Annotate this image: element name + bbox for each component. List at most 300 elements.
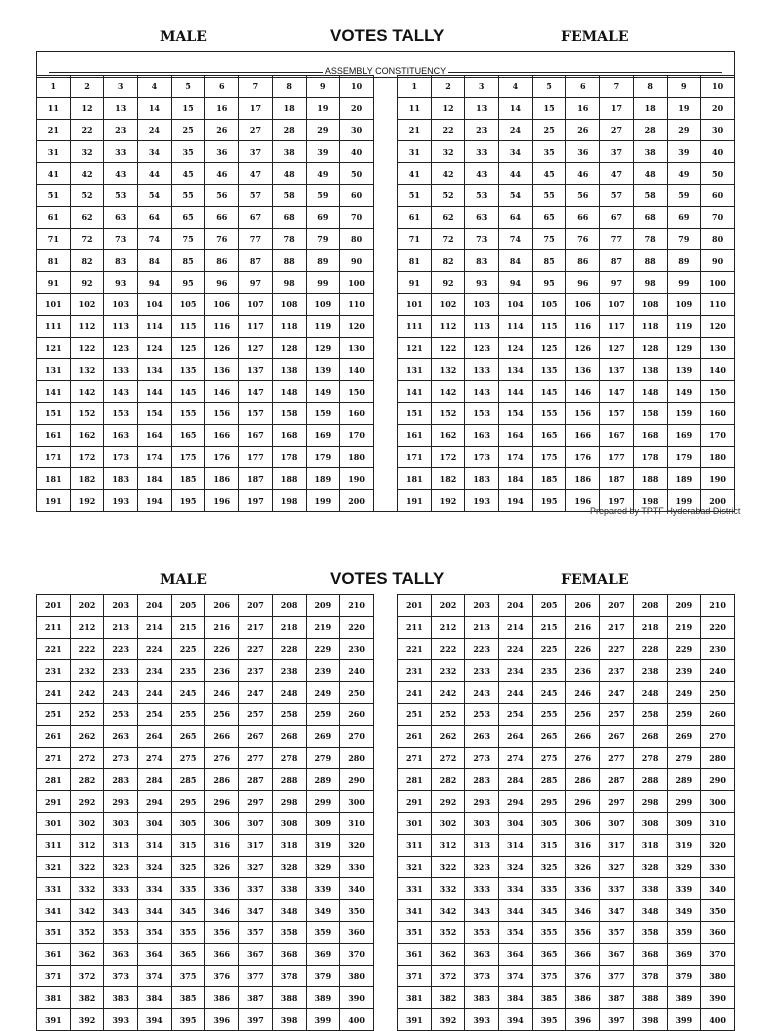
tally-number-cell[interactable]: 353 — [104, 921, 138, 943]
tally-number-cell[interactable]: 245 — [171, 682, 205, 704]
tally-number-cell[interactable]: 343 — [104, 900, 138, 922]
tally-number-cell[interactable]: 293 — [465, 791, 499, 813]
tally-number-cell[interactable]: 12 — [431, 97, 465, 119]
tally-number-cell[interactable]: 130 — [340, 337, 374, 359]
tally-number-cell[interactable]: 305 — [532, 812, 566, 834]
tally-number-cell[interactable]: 352 — [70, 921, 104, 943]
tally-number-cell[interactable]: 55 — [171, 184, 205, 206]
tally-number-cell[interactable]: 156 — [566, 402, 600, 424]
tally-number-cell[interactable]: 268 — [272, 725, 306, 747]
tally-number-cell[interactable]: 30 — [340, 119, 374, 141]
tally-number-cell[interactable]: 324 — [138, 856, 172, 878]
tally-number-cell[interactable]: 81 — [37, 250, 71, 272]
tally-number-cell[interactable]: 234 — [138, 660, 172, 682]
tally-number-cell[interactable]: 215 — [532, 616, 566, 638]
tally-number-cell[interactable]: 35 — [532, 141, 566, 163]
tally-number-cell[interactable]: 232 — [70, 660, 104, 682]
tally-number-cell[interactable]: 240 — [340, 660, 374, 682]
tally-number-cell[interactable]: 208 — [633, 595, 667, 617]
tally-number-cell[interactable]: 104 — [138, 293, 172, 315]
tally-number-cell[interactable]: 209 — [306, 595, 340, 617]
tally-number-cell[interactable]: 278 — [272, 747, 306, 769]
tally-number-cell[interactable]: 373 — [465, 965, 499, 987]
tally-number-cell[interactable]: 106 — [566, 293, 600, 315]
tally-number-cell[interactable]: 214 — [499, 616, 533, 638]
tally-number-cell[interactable]: 390 — [340, 987, 374, 1009]
tally-number-cell[interactable]: 385 — [532, 987, 566, 1009]
tally-number-cell[interactable]: 25 — [171, 119, 205, 141]
tally-number-cell[interactable]: 263 — [104, 725, 138, 747]
tally-number-cell[interactable]: 60 — [701, 184, 735, 206]
tally-number-cell[interactable]: 132 — [70, 359, 104, 381]
tally-number-cell[interactable]: 336 — [566, 878, 600, 900]
tally-number-cell[interactable]: 233 — [104, 660, 138, 682]
tally-number-cell[interactable]: 3 — [104, 76, 138, 98]
tally-number-cell[interactable]: 394 — [499, 1009, 533, 1031]
tally-number-cell[interactable]: 308 — [633, 812, 667, 834]
tally-number-cell[interactable]: 350 — [701, 900, 735, 922]
tally-number-cell[interactable]: 186 — [205, 468, 239, 490]
tally-number-cell[interactable]: 41 — [37, 163, 71, 185]
tally-number-cell[interactable]: 167 — [239, 424, 273, 446]
tally-number-cell[interactable]: 384 — [499, 987, 533, 1009]
tally-number-cell[interactable]: 144 — [138, 381, 172, 403]
tally-number-cell[interactable]: 209 — [667, 595, 701, 617]
tally-number-cell[interactable]: 264 — [499, 725, 533, 747]
tally-number-cell[interactable]: 319 — [306, 834, 340, 856]
tally-number-cell[interactable]: 299 — [306, 791, 340, 813]
tally-number-cell[interactable]: 256 — [566, 703, 600, 725]
tally-number-cell[interactable]: 217 — [239, 616, 273, 638]
tally-number-cell[interactable]: 298 — [633, 791, 667, 813]
tally-number-cell[interactable]: 199 — [667, 490, 701, 512]
tally-number-cell[interactable]: 84 — [138, 250, 172, 272]
tally-number-cell[interactable]: 285 — [171, 769, 205, 791]
tally-number-cell[interactable]: 70 — [701, 206, 735, 228]
tally-number-cell[interactable]: 206 — [566, 595, 600, 617]
tally-number-cell[interactable]: 113 — [104, 315, 138, 337]
tally-number-cell[interactable]: 141 — [37, 381, 71, 403]
tally-number-cell[interactable]: 33 — [104, 141, 138, 163]
tally-number-cell[interactable]: 70 — [340, 206, 374, 228]
tally-number-cell[interactable]: 105 — [171, 293, 205, 315]
tally-number-cell[interactable]: 367 — [600, 943, 634, 965]
tally-number-cell[interactable]: 2 — [70, 76, 104, 98]
tally-number-cell[interactable]: 193 — [465, 490, 499, 512]
tally-number-cell[interactable]: 357 — [600, 921, 634, 943]
tally-number-cell[interactable]: 31 — [398, 141, 432, 163]
tally-number-cell[interactable]: 338 — [633, 878, 667, 900]
tally-number-cell[interactable]: 145 — [171, 381, 205, 403]
tally-number-cell[interactable]: 304 — [499, 812, 533, 834]
tally-number-cell[interactable]: 326 — [566, 856, 600, 878]
tally-number-cell[interactable]: 157 — [239, 402, 273, 424]
tally-number-cell[interactable]: 227 — [239, 638, 273, 660]
tally-number-cell[interactable]: 205 — [532, 595, 566, 617]
tally-number-cell[interactable]: 272 — [431, 747, 465, 769]
tally-number-cell[interactable]: 244 — [499, 682, 533, 704]
tally-number-cell[interactable]: 258 — [633, 703, 667, 725]
tally-number-cell[interactable]: 218 — [272, 616, 306, 638]
tally-number-cell[interactable]: 45 — [171, 163, 205, 185]
tally-number-cell[interactable]: 10 — [701, 76, 735, 98]
tally-number-cell[interactable]: 366 — [566, 943, 600, 965]
tally-number-cell[interactable]: 166 — [205, 424, 239, 446]
tally-number-cell[interactable]: 85 — [171, 250, 205, 272]
tally-number-cell[interactable]: 356 — [566, 921, 600, 943]
tally-number-cell[interactable]: 131 — [37, 359, 71, 381]
tally-number-cell[interactable]: 191 — [37, 490, 71, 512]
tally-number-cell[interactable]: 187 — [600, 468, 634, 490]
tally-number-cell[interactable]: 245 — [532, 682, 566, 704]
tally-number-cell[interactable]: 340 — [701, 878, 735, 900]
tally-number-cell[interactable]: 181 — [37, 468, 71, 490]
tally-number-cell[interactable]: 157 — [600, 402, 634, 424]
tally-number-cell[interactable]: 296 — [205, 791, 239, 813]
tally-number-cell[interactable]: 75 — [532, 228, 566, 250]
tally-number-cell[interactable]: 399 — [306, 1009, 340, 1031]
tally-number-cell[interactable]: 59 — [667, 184, 701, 206]
tally-number-cell[interactable]: 88 — [272, 250, 306, 272]
tally-number-cell[interactable]: 159 — [667, 402, 701, 424]
tally-number-cell[interactable]: 102 — [431, 293, 465, 315]
tally-number-cell[interactable]: 267 — [600, 725, 634, 747]
tally-number-cell[interactable]: 301 — [398, 812, 432, 834]
tally-number-cell[interactable]: 377 — [239, 965, 273, 987]
tally-number-cell[interactable]: 26 — [205, 119, 239, 141]
tally-number-cell[interactable]: 334 — [499, 878, 533, 900]
tally-number-cell[interactable]: 141 — [398, 381, 432, 403]
tally-number-cell[interactable]: 37 — [600, 141, 634, 163]
tally-number-cell[interactable]: 358 — [272, 921, 306, 943]
tally-number-cell[interactable]: 171 — [37, 446, 71, 468]
tally-number-cell[interactable]: 229 — [667, 638, 701, 660]
tally-number-cell[interactable]: 249 — [667, 682, 701, 704]
tally-number-cell[interactable]: 49 — [306, 163, 340, 185]
tally-number-cell[interactable]: 372 — [431, 965, 465, 987]
tally-number-cell[interactable]: 200 — [340, 490, 374, 512]
tally-number-cell[interactable]: 184 — [499, 468, 533, 490]
tally-number-cell[interactable]: 58 — [633, 184, 667, 206]
tally-number-cell[interactable]: 50 — [701, 163, 735, 185]
tally-number-cell[interactable]: 45 — [532, 163, 566, 185]
tally-number-cell[interactable]: 20 — [340, 97, 374, 119]
tally-number-cell[interactable]: 255 — [171, 703, 205, 725]
tally-number-cell[interactable]: 168 — [272, 424, 306, 446]
tally-number-cell[interactable]: 316 — [566, 834, 600, 856]
tally-number-cell[interactable]: 195 — [532, 490, 566, 512]
tally-number-cell[interactable]: 90 — [340, 250, 374, 272]
tally-number-cell[interactable]: 144 — [499, 381, 533, 403]
tally-number-cell[interactable]: 196 — [566, 490, 600, 512]
tally-number-cell[interactable]: 8 — [633, 76, 667, 98]
tally-number-cell[interactable]: 326 — [205, 856, 239, 878]
tally-number-cell[interactable]: 62 — [70, 206, 104, 228]
tally-number-cell[interactable]: 158 — [272, 402, 306, 424]
tally-number-cell[interactable]: 51 — [398, 184, 432, 206]
tally-number-cell[interactable]: 71 — [37, 228, 71, 250]
tally-number-cell[interactable]: 357 — [239, 921, 273, 943]
tally-number-cell[interactable]: 182 — [70, 468, 104, 490]
tally-number-cell[interactable]: 35 — [171, 141, 205, 163]
tally-number-cell[interactable]: 101 — [398, 293, 432, 315]
tally-number-cell[interactable]: 57 — [239, 184, 273, 206]
tally-number-cell[interactable]: 222 — [70, 638, 104, 660]
tally-number-cell[interactable]: 279 — [667, 747, 701, 769]
tally-number-cell[interactable]: 212 — [431, 616, 465, 638]
tally-number-cell[interactable]: 377 — [600, 965, 634, 987]
tally-number-cell[interactable]: 250 — [340, 682, 374, 704]
tally-number-cell[interactable]: 204 — [138, 595, 172, 617]
tally-number-cell[interactable]: 358 — [633, 921, 667, 943]
tally-number-cell[interactable]: 162 — [70, 424, 104, 446]
tally-number-cell[interactable]: 235 — [171, 660, 205, 682]
tally-number-cell[interactable]: 69 — [306, 206, 340, 228]
tally-number-cell[interactable]: 270 — [701, 725, 735, 747]
tally-number-cell[interactable]: 81 — [398, 250, 432, 272]
tally-number-cell[interactable]: 111 — [37, 315, 71, 337]
tally-number-cell[interactable]: 16 — [566, 97, 600, 119]
tally-number-cell[interactable]: 117 — [239, 315, 273, 337]
tally-number-cell[interactable]: 21 — [398, 119, 432, 141]
tally-number-cell[interactable]: 191 — [398, 490, 432, 512]
tally-number-cell[interactable]: 27 — [600, 119, 634, 141]
tally-number-cell[interactable]: 228 — [633, 638, 667, 660]
tally-number-cell[interactable]: 331 — [398, 878, 432, 900]
tally-number-cell[interactable]: 239 — [667, 660, 701, 682]
tally-number-cell[interactable]: 9 — [306, 76, 340, 98]
tally-number-cell[interactable]: 37 — [239, 141, 273, 163]
tally-number-cell[interactable]: 300 — [701, 791, 735, 813]
tally-number-cell[interactable]: 135 — [171, 359, 205, 381]
tally-number-cell[interactable]: 160 — [701, 402, 735, 424]
tally-number-cell[interactable]: 380 — [701, 965, 735, 987]
tally-number-cell[interactable]: 53 — [104, 184, 138, 206]
tally-number-cell[interactable]: 142 — [431, 381, 465, 403]
tally-number-cell[interactable]: 177 — [239, 446, 273, 468]
tally-number-cell[interactable]: 158 — [633, 402, 667, 424]
tally-number-cell[interactable]: 147 — [600, 381, 634, 403]
tally-number-cell[interactable]: 310 — [340, 812, 374, 834]
tally-number-cell[interactable]: 315 — [171, 834, 205, 856]
tally-number-cell[interactable]: 64 — [499, 206, 533, 228]
tally-number-cell[interactable]: 243 — [104, 682, 138, 704]
tally-number-cell[interactable]: 120 — [701, 315, 735, 337]
tally-number-cell[interactable]: 248 — [633, 682, 667, 704]
tally-number-cell[interactable]: 169 — [667, 424, 701, 446]
tally-number-cell[interactable]: 201 — [398, 595, 432, 617]
tally-number-cell[interactable]: 118 — [272, 315, 306, 337]
tally-number-cell[interactable]: 216 — [566, 616, 600, 638]
tally-number-cell[interactable]: 192 — [70, 490, 104, 512]
tally-number-cell[interactable]: 203 — [104, 595, 138, 617]
tally-number-cell[interactable]: 13 — [104, 97, 138, 119]
tally-number-cell[interactable]: 108 — [633, 293, 667, 315]
tally-number-cell[interactable]: 389 — [667, 987, 701, 1009]
tally-number-cell[interactable]: 346 — [566, 900, 600, 922]
tally-number-cell[interactable]: 376 — [205, 965, 239, 987]
tally-number-cell[interactable]: 14 — [499, 97, 533, 119]
tally-number-cell[interactable]: 265 — [171, 725, 205, 747]
tally-number-cell[interactable]: 178 — [633, 446, 667, 468]
tally-number-cell[interactable]: 91 — [398, 272, 432, 294]
tally-number-cell[interactable]: 156 — [205, 402, 239, 424]
tally-number-cell[interactable]: 307 — [239, 812, 273, 834]
tally-number-cell[interactable]: 103 — [104, 293, 138, 315]
tally-number-cell[interactable]: 95 — [532, 272, 566, 294]
tally-number-cell[interactable]: 109 — [306, 293, 340, 315]
tally-number-cell[interactable]: 122 — [70, 337, 104, 359]
tally-number-cell[interactable]: 211 — [398, 616, 432, 638]
tally-number-cell[interactable]: 218 — [633, 616, 667, 638]
tally-number-cell[interactable]: 289 — [306, 769, 340, 791]
tally-number-cell[interactable]: 361 — [398, 943, 432, 965]
tally-number-cell[interactable]: 124 — [138, 337, 172, 359]
tally-number-cell[interactable]: 116 — [566, 315, 600, 337]
tally-number-cell[interactable]: 175 — [532, 446, 566, 468]
tally-number-cell[interactable]: 34 — [138, 141, 172, 163]
tally-number-cell[interactable]: 258 — [272, 703, 306, 725]
tally-number-cell[interactable]: 374 — [499, 965, 533, 987]
tally-number-cell[interactable]: 266 — [205, 725, 239, 747]
tally-number-cell[interactable]: 303 — [104, 812, 138, 834]
tally-number-cell[interactable]: 363 — [465, 943, 499, 965]
tally-number-cell[interactable]: 396 — [205, 1009, 239, 1031]
tally-number-cell[interactable]: 74 — [138, 228, 172, 250]
tally-number-cell[interactable]: 235 — [532, 660, 566, 682]
tally-number-cell[interactable]: 123 — [104, 337, 138, 359]
tally-number-cell[interactable]: 292 — [70, 791, 104, 813]
tally-number-cell[interactable]: 176 — [205, 446, 239, 468]
tally-number-cell[interactable]: 355 — [171, 921, 205, 943]
tally-number-cell[interactable]: 399 — [667, 1009, 701, 1031]
tally-number-cell[interactable]: 361 — [37, 943, 71, 965]
tally-number-cell[interactable]: 167 — [600, 424, 634, 446]
tally-number-cell[interactable]: 195 — [171, 490, 205, 512]
tally-number-cell[interactable]: 18 — [633, 97, 667, 119]
tally-number-cell[interactable]: 388 — [633, 987, 667, 1009]
tally-number-cell[interactable]: 163 — [104, 424, 138, 446]
tally-number-cell[interactable]: 41 — [398, 163, 432, 185]
tally-number-cell[interactable]: 381 — [37, 987, 71, 1009]
tally-number-cell[interactable]: 208 — [272, 595, 306, 617]
tally-number-cell[interactable]: 119 — [306, 315, 340, 337]
tally-number-cell[interactable]: 300 — [340, 791, 374, 813]
tally-number-cell[interactable]: 31 — [37, 141, 71, 163]
tally-number-cell[interactable]: 378 — [272, 965, 306, 987]
tally-number-cell[interactable]: 221 — [37, 638, 71, 660]
tally-number-cell[interactable]: 233 — [465, 660, 499, 682]
tally-number-cell[interactable]: 328 — [633, 856, 667, 878]
tally-number-cell[interactable]: 260 — [701, 703, 735, 725]
tally-number-cell[interactable]: 133 — [465, 359, 499, 381]
tally-number-cell[interactable]: 335 — [532, 878, 566, 900]
tally-number-cell[interactable]: 98 — [272, 272, 306, 294]
tally-number-cell[interactable]: 100 — [701, 272, 735, 294]
tally-number-cell[interactable]: 211 — [37, 616, 71, 638]
tally-number-cell[interactable]: 112 — [431, 315, 465, 337]
tally-number-cell[interactable]: 206 — [205, 595, 239, 617]
tally-number-cell[interactable]: 244 — [138, 682, 172, 704]
tally-number-cell[interactable]: 226 — [205, 638, 239, 660]
tally-number-cell[interactable]: 2 — [431, 76, 465, 98]
tally-number-cell[interactable]: 103 — [465, 293, 499, 315]
tally-number-cell[interactable]: 387 — [600, 987, 634, 1009]
tally-number-cell[interactable]: 391 — [398, 1009, 432, 1031]
tally-number-cell[interactable]: 138 — [633, 359, 667, 381]
tally-number-cell[interactable]: 161 — [37, 424, 71, 446]
tally-number-cell[interactable]: 175 — [171, 446, 205, 468]
tally-number-cell[interactable]: 237 — [600, 660, 634, 682]
tally-number-cell[interactable]: 344 — [499, 900, 533, 922]
tally-number-cell[interactable]: 238 — [633, 660, 667, 682]
tally-number-cell[interactable]: 129 — [667, 337, 701, 359]
tally-number-cell[interactable]: 236 — [205, 660, 239, 682]
tally-number-cell[interactable]: 241 — [37, 682, 71, 704]
tally-number-cell[interactable]: 127 — [600, 337, 634, 359]
tally-number-cell[interactable]: 253 — [104, 703, 138, 725]
tally-number-cell[interactable]: 295 — [532, 791, 566, 813]
tally-number-cell[interactable]: 213 — [465, 616, 499, 638]
tally-number-cell[interactable]: 121 — [398, 337, 432, 359]
tally-number-cell[interactable]: 226 — [566, 638, 600, 660]
tally-number-cell[interactable]: 264 — [138, 725, 172, 747]
tally-number-cell[interactable]: 392 — [70, 1009, 104, 1031]
tally-number-cell[interactable]: 183 — [465, 468, 499, 490]
tally-number-cell[interactable]: 135 — [532, 359, 566, 381]
tally-number-cell[interactable]: 369 — [306, 943, 340, 965]
tally-number-cell[interactable]: 87 — [600, 250, 634, 272]
tally-number-cell[interactable]: 172 — [70, 446, 104, 468]
tally-number-cell[interactable]: 381 — [398, 987, 432, 1009]
tally-number-cell[interactable]: 231 — [398, 660, 432, 682]
tally-number-cell[interactable]: 199 — [306, 490, 340, 512]
tally-number-cell[interactable]: 73 — [104, 228, 138, 250]
tally-number-cell[interactable]: 288 — [272, 769, 306, 791]
tally-number-cell[interactable]: 321 — [37, 856, 71, 878]
tally-number-cell[interactable]: 275 — [532, 747, 566, 769]
tally-number-cell[interactable]: 297 — [239, 791, 273, 813]
tally-number-cell[interactable]: 242 — [431, 682, 465, 704]
tally-number-cell[interactable]: 1 — [398, 76, 432, 98]
tally-number-cell[interactable]: 184 — [138, 468, 172, 490]
tally-number-cell[interactable]: 115 — [532, 315, 566, 337]
tally-number-cell[interactable]: 224 — [138, 638, 172, 660]
tally-number-cell[interactable]: 178 — [272, 446, 306, 468]
tally-number-cell[interactable]: 160 — [340, 402, 374, 424]
tally-number-cell[interactable]: 362 — [431, 943, 465, 965]
tally-number-cell[interactable]: 368 — [633, 943, 667, 965]
tally-number-cell[interactable]: 275 — [171, 747, 205, 769]
tally-number-cell[interactable]: 327 — [600, 856, 634, 878]
tally-number-cell[interactable]: 347 — [239, 900, 273, 922]
tally-number-cell[interactable]: 395 — [532, 1009, 566, 1031]
tally-number-cell[interactable]: 390 — [701, 987, 735, 1009]
tally-number-cell[interactable]: 78 — [633, 228, 667, 250]
tally-number-cell[interactable]: 188 — [633, 468, 667, 490]
tally-number-cell[interactable]: 225 — [171, 638, 205, 660]
tally-number-cell[interactable]: 159 — [306, 402, 340, 424]
tally-number-cell[interactable]: 337 — [600, 878, 634, 900]
tally-number-cell[interactable]: 379 — [667, 965, 701, 987]
tally-number-cell[interactable]: 34 — [499, 141, 533, 163]
tally-number-cell[interactable]: 55 — [532, 184, 566, 206]
tally-number-cell[interactable]: 39 — [667, 141, 701, 163]
tally-number-cell[interactable]: 38 — [272, 141, 306, 163]
tally-number-cell[interactable]: 152 — [70, 402, 104, 424]
tally-number-cell[interactable]: 210 — [340, 595, 374, 617]
tally-number-cell[interactable]: 269 — [306, 725, 340, 747]
